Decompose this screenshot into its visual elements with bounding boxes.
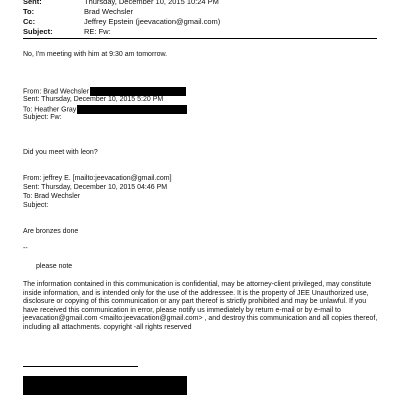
- sent-value: Thursday, December 10, 2015 10:24 PM: [84, 0, 219, 6]
- redaction-block: [23, 376, 187, 395]
- disclaimer-text: The information contained in this communication is confidential, may be attorney-client privileged, may constitute inside information, and is intended only for the use of the addressee. It is the property of JEE Unauthorized use, disclosure or copying of this communication or any part thereof is strictly prohibited and may be unlawful. If you have received this communication in error, please notify us immediately by return e-mail or by e-mail to jeevacation@gmail.com <mailto:jeevacation@gmail.com> , and destroy this communication and all copies thereof, including all attachments. copyright -all rights reserved: [23, 281, 378, 331]
- reply-body: No, I'm meeting with him at 9:30 am tomorrow.: [23, 51, 168, 58]
- separator-dashes: --: [23, 245, 28, 252]
- to-value: Brad Wechsler: [84, 7, 134, 16]
- cc-value: Jeffrey Epstein (jeevacation@gmail.com): [84, 17, 221, 26]
- forward1-from-text: From: Brad Wechsler: [23, 88, 89, 96]
- to-label: To:: [23, 7, 35, 16]
- forward1-subject: Subject: Fw:: [23, 114, 62, 121]
- sent-label: Sent:: [23, 0, 42, 6]
- forward2-subject: Subject:: [23, 202, 49, 209]
- forward2-sent: Sent: Thursday, December 10, 2015 04:46 PM: [23, 184, 168, 191]
- header-divider: [23, 38, 377, 39]
- forward2-to: To: Brad Wechsler: [23, 193, 81, 200]
- please-note: please note: [36, 263, 73, 270]
- forward1-sent: Sent: Thursday, December 10, 2015 5:20 PM: [23, 96, 164, 103]
- forward2-body: Are bronzes done: [23, 228, 79, 235]
- redaction-bar: [90, 87, 186, 96]
- forward2-from: From: jeffrey E. [mailto:jeevacation@gmail.com]: [23, 175, 172, 182]
- forward1-to-text: To: Heather Gray: [23, 106, 77, 114]
- redaction-bar: [77, 105, 187, 114]
- subject-label: Subject:: [23, 27, 53, 36]
- to-row: [23, 7, 220, 17]
- forward1-body: Did you meet with leon?: [23, 149, 98, 156]
- sent-row: [23, 0, 220, 7]
- signature-line: [23, 366, 138, 367]
- cc-row: [23, 17, 220, 27]
- subject-value: RE: Fw:: [84, 27, 111, 36]
- cc-label: Cc:: [23, 17, 36, 26]
- email-header: [23, 0, 220, 37]
- subject-row: [23, 27, 220, 37]
